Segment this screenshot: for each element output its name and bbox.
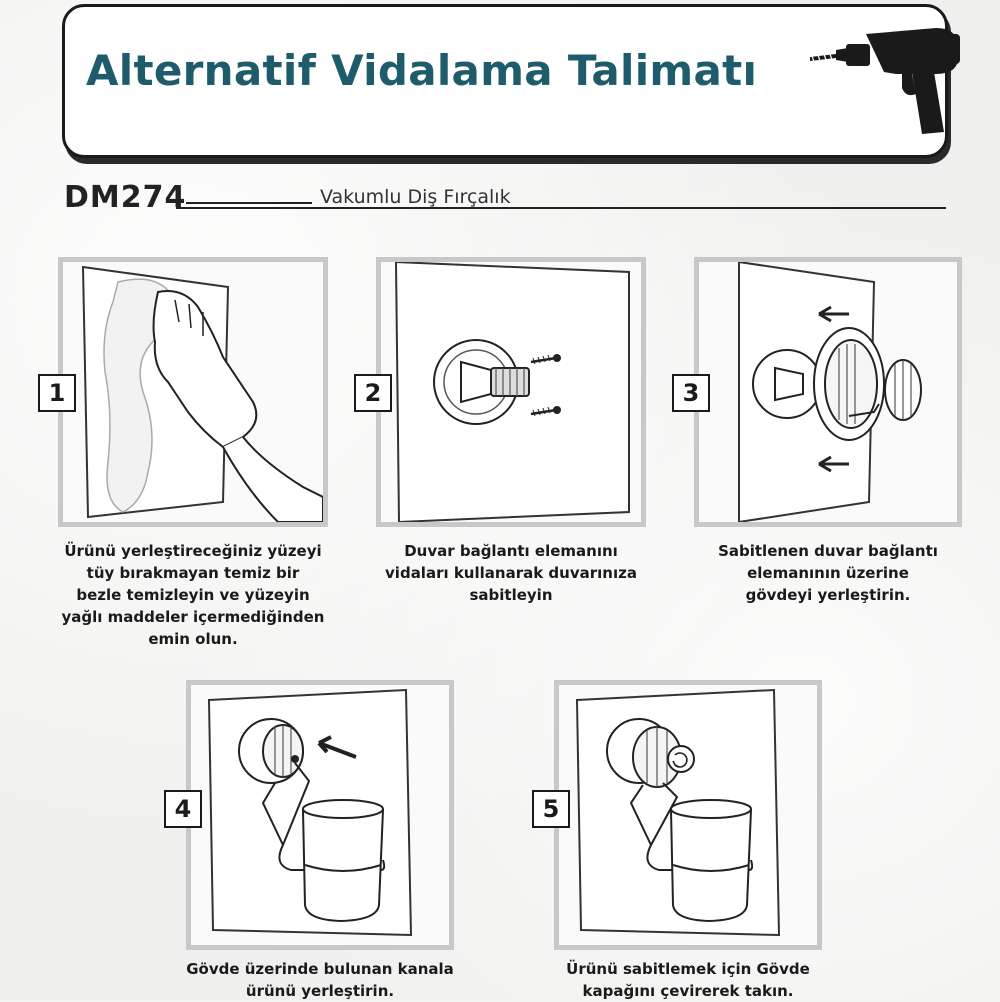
- step-5-caption: [534, 958, 842, 1002]
- step-4-illustration: [186, 680, 454, 950]
- caption-line: sabitleyin: [469, 586, 553, 604]
- step-5-illustration: [554, 680, 822, 950]
- caption-line: yağlı maddeler içermediğinden: [61, 608, 325, 626]
- step-2-number: 2: [354, 374, 392, 412]
- page-title: Alternatif Vidalama Talimatı: [86, 46, 758, 95]
- step-3-number: 3: [672, 374, 710, 412]
- caption-line: kapağını çevirerek takın.: [582, 982, 794, 1000]
- step-5-number: 5: [532, 790, 570, 828]
- caption-line: bezle temizleyin ve yüzeyin: [76, 586, 310, 604]
- step-2-caption: [376, 540, 646, 606]
- caption-line: Ürünü yerleştireceğiniz yüzeyi: [64, 542, 322, 560]
- step-4-caption: [166, 958, 474, 1002]
- step-1-illustration: [58, 257, 328, 527]
- divider-line: [186, 202, 312, 204]
- caption-line: elemanının üzerine: [747, 564, 909, 582]
- divider-line: [176, 207, 946, 209]
- step-1-number: 1: [38, 374, 76, 412]
- step-2-illustration: [376, 257, 646, 527]
- caption-line: Ürünü sabitlemek için Gövde: [566, 960, 810, 978]
- caption-line: emin olun.: [148, 630, 238, 648]
- caption-line: ürünü yerleştirin.: [245, 982, 395, 1000]
- product-name: Vakumlu Diş Fırçalık: [320, 186, 511, 208]
- step-3-illustration: [694, 257, 962, 527]
- caption-line: gövdeyi yerleştirin.: [745, 586, 911, 604]
- product-model: DM274: [64, 180, 187, 215]
- caption-line: vidaları kullanarak duvarınıza: [385, 564, 637, 582]
- caption-line: Duvar bağlantı elemanını: [404, 542, 618, 560]
- step-4-number: 4: [164, 790, 202, 828]
- caption-line: tüy bırakmayan temiz bir: [86, 564, 300, 582]
- caption-line: Gövde üzerinde bulunan kanala: [186, 960, 454, 978]
- power-drill-icon: [806, 14, 972, 138]
- step-1-caption: [58, 540, 328, 650]
- step-3-caption: [694, 540, 962, 606]
- caption-line: Sabitlenen duvar bağlantı: [718, 542, 938, 560]
